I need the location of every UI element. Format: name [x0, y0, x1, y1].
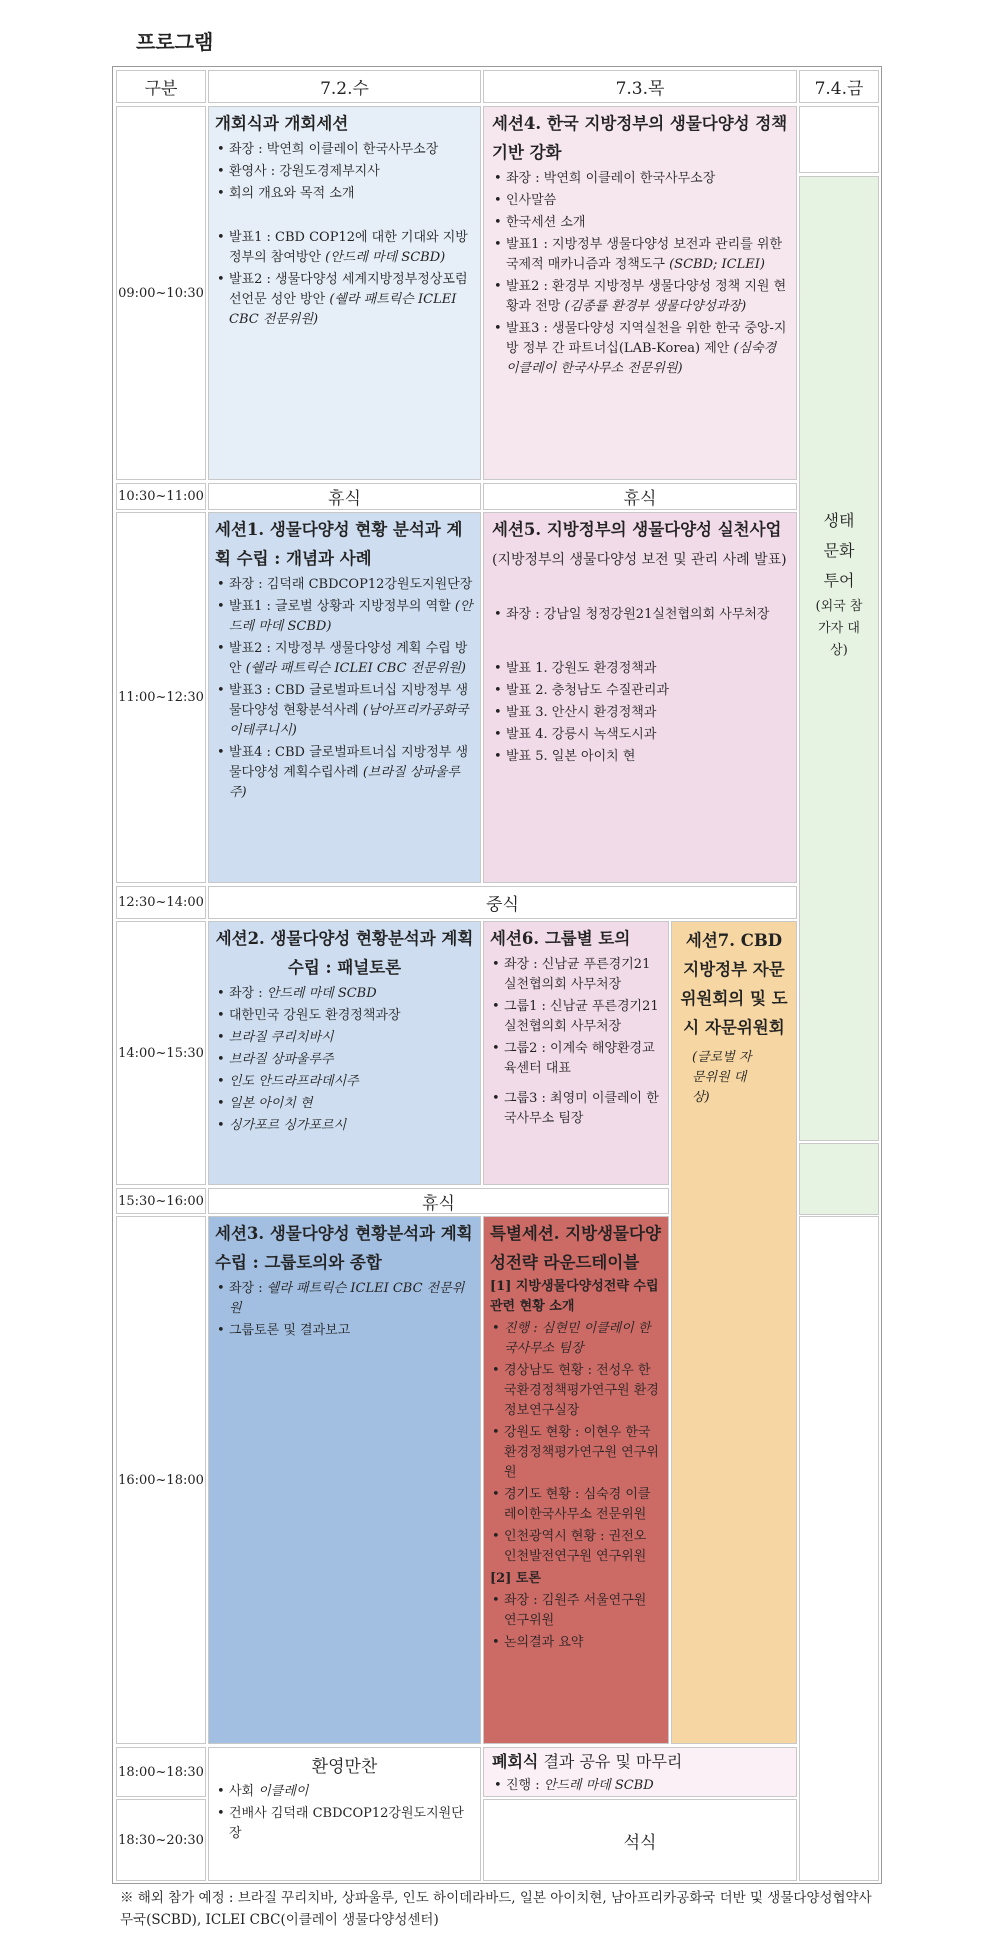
session1-pres1: • 발표1 : 글로벌 상황과 지방정부의 역할 (안드레 마데 SCBD): [215, 597, 474, 637]
session4-greeting: • 인사말씀: [492, 191, 788, 211]
session2-panel-4: • 인도 안드라프라데시주: [215, 1072, 474, 1092]
special-host: • 진행 : 심현민 이클레이 한국사무소 팀장: [490, 1319, 662, 1359]
session5-title: 세션5. 지방정부의 생물다양성 실천사업(지방정부의 생물다양성 보전 및 관리 사례 발표): [492, 520, 787, 568]
session2-panel-1: • 대한민국 강원도 환경정책과장: [215, 1006, 474, 1026]
special-item-4: • 인천광역시 현황 : 권전오 인천발전연구원 연구위원: [490, 1527, 662, 1567]
special-summary: • 논의결과 요약: [490, 1633, 662, 1653]
session1-pres4: • 발표4 : CBD 글로벌파트너십 지방정부 생물다양성 계획수립사례 (브라질 상파울루주): [215, 743, 474, 803]
session1-chair: • 좌장 : 김덕래 CBDCOP12강원도지원단장: [215, 575, 474, 595]
session4-pres3: • 발표3 : 생물다양성 지역실천을 위한 한국 중앙-지방 정부 간 파트너십(LAB-Korea) 제안 (심숙경 이클레이 한국사무소 전문위원): [492, 319, 788, 379]
session7-title: 세션7. CBD 지방정부 자문위원회의 및 도시 자문위원회: [680, 931, 788, 1037]
session3-chair: • 좌장 : 쉘라 패트릭슨 ICLEI CBC 전문위원: [215, 1279, 474, 1319]
session2-panel-5: • 일본 아이치 현: [215, 1094, 474, 1114]
opening-pres2: • 발표2 : 생물다양성 세계지방정부정상포럼 선언문 성안 방안 (쉘라 패트릭슨 ICLEI CBC 전문위원): [215, 270, 474, 330]
session5: [483, 512, 797, 883]
spacer: [492, 577, 788, 603]
special-session: [483, 1216, 669, 1744]
break-1-day2: 휴식: [483, 483, 797, 510]
header-day2: 7.3.목: [483, 70, 797, 103]
special-item-1: • 경상남도 현황 : 전성우 한국환경정책평가연구원 환경정보연구실장: [490, 1361, 662, 1421]
session2-chair: • 좌장 : 안드레 마데 SCBD: [215, 984, 474, 1004]
session5-pres1: • 발표 1. 강원도 환경정책과: [492, 659, 788, 679]
break-3: 휴식: [208, 1188, 669, 1214]
session5-pres4: • 발표 4. 강릉시 녹색도시과: [492, 725, 788, 745]
session4: [483, 106, 797, 480]
session6-chair: • 좌장 : 신남균 푸른경기21실천협의회 사무처장: [490, 955, 662, 995]
session3: [208, 1216, 481, 1744]
session5-pres3: • 발표 3. 안산시 환경정책과: [492, 703, 788, 723]
special-chair: • 좌장 : 김원주 서울연구원 연구위원: [490, 1591, 662, 1631]
session5-pres2: • 발표 2. 충청남도 수질관리과: [492, 681, 788, 701]
header-day1: 7.2.수: [208, 70, 481, 103]
day3-empty-top: [799, 106, 879, 173]
opening-pres1: • 발표1 : CBD COP12에 대한 기대와 지방정부의 참여방안 (안드레 마데 SCBD): [215, 228, 474, 268]
session7-note: (글로벌 자문위원 대상): [692, 1050, 752, 1105]
spacer: [215, 206, 474, 226]
session3-title: 세션3. 생물다양성 현황분석과 계획수립 : 그룹토의와 종합: [215, 1224, 473, 1272]
eco-tour: [799, 176, 879, 1141]
session1-title: 세션1. 생물다양성 현황 분석과 계획 수립 : 개념과 사례: [215, 520, 463, 568]
header-category: 구분: [116, 70, 206, 103]
session4-intro: • 한국세션 소개: [492, 213, 788, 233]
time-slot-9: 18:30~20:30: [116, 1799, 206, 1881]
opening-overview: • 회의 개요와 목적 소개: [215, 184, 474, 204]
session6-group2: • 그룹2 : 이계숙 해양환경교육센터 대표: [490, 1039, 662, 1079]
opening-chair: • 좌장 : 박연희 이클레이 한국사무소장: [215, 140, 474, 160]
session6-group1: • 그룹1 : 신남균 푸른경기21실천협의회 사무처장: [490, 997, 662, 1037]
session5-pres5: • 발표 5. 일본 아이치 현: [492, 747, 788, 767]
session4-pres2: • 발표2 : 환경부 지방정부 생물다양성 정책 지원 현황과 전망 (김종률 환경부 생물다양성과장): [492, 277, 788, 317]
time-slot-6: 15:30~16:00: [116, 1188, 206, 1214]
eco-tour-extension: [799, 1143, 879, 1215]
session2-panel-3: • 브라질 상파울루주: [215, 1050, 474, 1070]
time-slot-4: 12:30~14:00: [116, 886, 206, 919]
opening-welcome: • 환영사 : 강원도경제부지사: [215, 162, 474, 182]
session6: [483, 921, 669, 1185]
eco-tour-title: 생태문화투어: [823, 510, 855, 590]
time-slot-2: 10:30~11:00: [116, 483, 206, 510]
time-slot-8: 18:00~18:30: [116, 1747, 206, 1797]
special-item-3: • 경기도 현황 : 심숙경 이클레이한국사무소 전문위원: [490, 1485, 662, 1525]
session2-title: 세션2. 생물다양성 현황분석과 계획수립 : 패널토론: [215, 929, 474, 977]
welcome-dinner-title: 환영만찬: [311, 1757, 378, 1777]
time-slot-7: 16:00~18:00: [116, 1216, 206, 1744]
closing-title: 폐회식 결과 공유 및 마무리: [492, 1752, 683, 1771]
break-1-day1: 휴식: [208, 483, 481, 510]
session3-discussion: • 그룹토론 및 결과보고: [215, 1321, 474, 1341]
session1: [208, 512, 481, 883]
page-title: 프로그램: [136, 30, 214, 54]
special-part2: [2] 토론: [490, 1571, 541, 1586]
dinner: 석식: [483, 1799, 797, 1881]
session6-group3: • 그룹3 : 최영미 이클레이 한국사무소 팀장: [490, 1089, 662, 1129]
welcome-dinner-host: • 사회 이클레이: [215, 1782, 474, 1802]
special-title: 특별세션. 지방생물다양성전략 라운드테이블: [490, 1224, 661, 1272]
session1-pres3: • 발표3 : CBD 글로벌파트너십 지방정부 생물다양성 현황분석사례 (남아프리카공화국 이테쿠니시): [215, 681, 474, 741]
closing-ceremony: [483, 1747, 797, 1797]
header-day3: 7.4.금: [799, 70, 879, 103]
footnote: ※ 해외 참가 예정 : 브라질 꾸리치바, 상파울루, 인도 하이데라바드, 일본 아이치현, 남아프리카공화국 더반 및 생물다양성협약사무국(SCBD), ICLEI CBC(이클레이 생물다양성센터): [120, 1890, 872, 1928]
opening-title: 개회식과 개회세션: [215, 114, 349, 133]
spacer: [492, 627, 788, 657]
eco-tour-note: (외국 참가자 대상): [815, 598, 863, 658]
session4-title: 세션4. 한국 지방정부의 생물다양성 정책기반 강화: [492, 114, 788, 162]
session2-panel-2: • 브라질 쿠리치바시: [215, 1028, 474, 1048]
time-slot-5: 14:00~15:30: [116, 921, 206, 1185]
session5-chair: • 좌장 : 강남일 청정강원21실천협의회 사무처장: [492, 605, 788, 625]
lunch: 중식: [208, 886, 797, 919]
session1-pres2: • 발표2 : 지방정부 생물다양성 계획 수립 방안 (쉘라 패트릭슨 ICLEI CBC 전문위원): [215, 639, 474, 679]
session4-chair: • 좌장 : 박연희 이클레이 한국사무소장: [492, 169, 788, 189]
welcome-dinner-toast: • 건배사 김덕래 CBDCOP12강원도지원단장: [215, 1804, 474, 1844]
closing-host: • 진행 : 안드레 마데 SCBD: [492, 1776, 788, 1796]
session7: [671, 921, 797, 1744]
day3-empty-bottom: [799, 1216, 879, 1881]
session6-title: 세션6. 그룹별 토의: [490, 929, 631, 948]
session4-pres1: • 발표1 : 지방정부 생물다양성 보전과 관리를 위한 국제적 매카니즘과 정책도구 (SCBD; ICLEI): [492, 235, 788, 275]
special-item-2: • 강원도 현황 : 이현우 한국환경정책평가연구원 연구위원: [490, 1423, 662, 1483]
special-part1: [1] 지방생물다양성전략 수립 관련 현황 소개: [490, 1279, 659, 1314]
time-slot-3: 11:00~12:30: [116, 512, 206, 883]
time-slot-1: 09:00~10:30: [116, 106, 206, 480]
welcome-dinner: [208, 1747, 481, 1881]
session2: [208, 921, 481, 1185]
opening-session: [208, 106, 481, 480]
session2-panel-6: • 싱가포르 싱가포르시: [215, 1116, 474, 1136]
